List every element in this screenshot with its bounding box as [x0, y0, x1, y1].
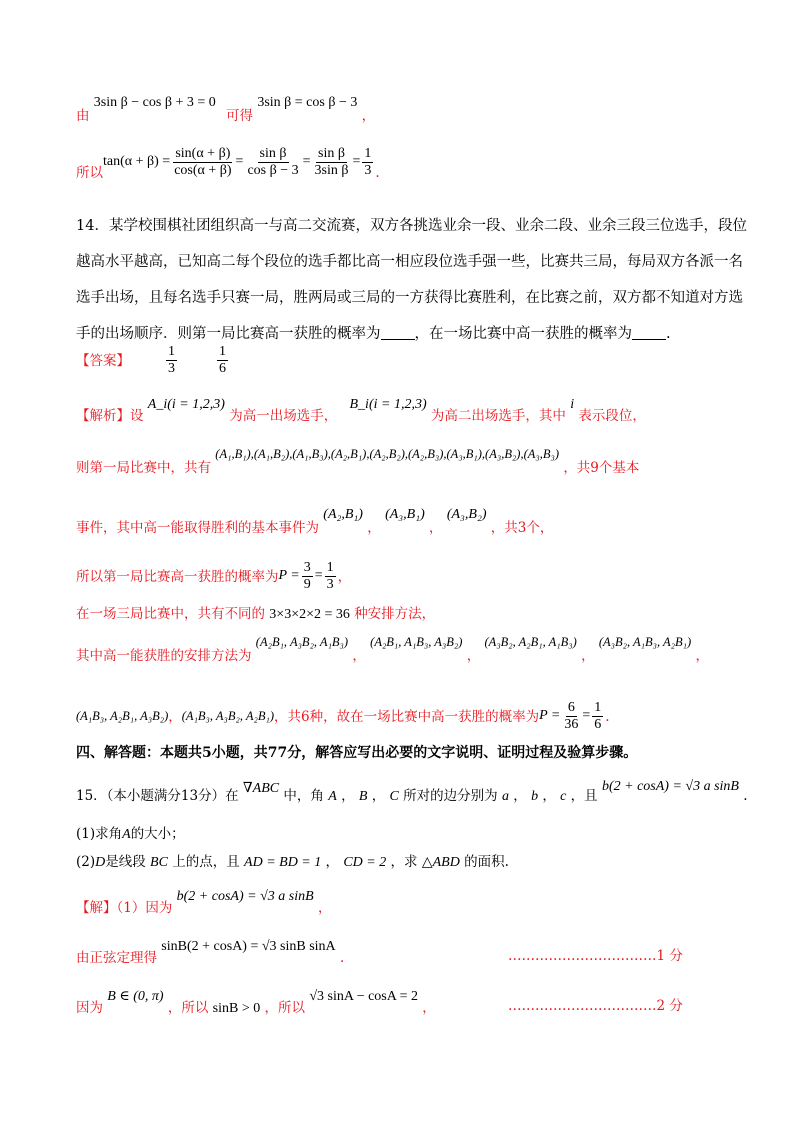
analysis-l4end: ，	[337, 568, 352, 585]
side-c: c	[560, 789, 567, 804]
q15-p2a: (2)	[76, 854, 96, 870]
comma: ，	[695, 648, 709, 664]
analysis-l3a: 事件，其中高一能取得胜利的基本事件为	[76, 520, 319, 536]
solution-label: 【解】（1）因为	[76, 900, 173, 916]
score-2: ……………………………2 分	[508, 998, 683, 1014]
event-2: (A₃,B₁)	[385, 507, 425, 522]
frac-den: 36	[564, 717, 579, 733]
section-4-heading: 四、解答题：本题共5小题，共77分，解答应写出必要的文字说明、证明过程及验算步骤。	[76, 745, 638, 761]
answer1-den: 3	[168, 361, 175, 377]
solution-s2math: sinB(2 + cosA) = √3 sinB sinA	[161, 939, 336, 954]
q15-l1b: 中，角	[283, 788, 324, 804]
comma: ，	[429, 520, 443, 536]
prev-f1-den: cos(α + β)	[174, 163, 232, 179]
prev-f4-num: 1	[362, 146, 373, 163]
triangle-abc: ∇ABC	[242, 781, 280, 796]
q15-part-1	[76, 826, 185, 844]
comma: ，	[581, 648, 595, 664]
sep: ，	[371, 788, 386, 804]
prev-f1-num: sin(α + β)	[173, 146, 232, 163]
analysis-l2a: 则第一局比赛中，共有	[76, 460, 211, 476]
schedule-3: (A₃B₂, A₂B₁, A₁B₃)	[484, 635, 577, 649]
q14-line-1: 14．某学校围棋社团组织高一与高二交流赛，双方各挑选业余一段、业余二段、业余三段三位选手，段位	[76, 218, 747, 234]
analysis-l5math: 3×3×2×2 = 36	[269, 607, 350, 622]
analysis-l4a: 所以第一局比赛高一获胜的概率为	[76, 568, 279, 585]
prev-suoyi: 所以	[76, 164, 103, 181]
comma: ，	[168, 708, 182, 725]
q15-p2m2: CD = 2	[343, 855, 387, 870]
q15-p2b: 是线段	[105, 854, 146, 870]
score-1: ……………………………1 分	[508, 948, 683, 964]
prev-comma: ，	[361, 108, 376, 124]
answer2-den: 6	[219, 361, 226, 377]
q15-p2D: D	[95, 855, 106, 870]
angle-A: A	[328, 789, 337, 804]
comma: ，	[352, 648, 366, 664]
solution-line-3	[76, 988, 436, 1016]
frac-num: 1	[325, 560, 336, 577]
analysis-t1: 为高一出场选手，	[229, 408, 338, 424]
analysis-Ai: A_i(i = 1,2,3)	[147, 397, 225, 412]
analysis-line-2	[76, 446, 640, 476]
schedule-4: (A₃B₂, A₁B₃, A₂B₁)	[598, 635, 692, 649]
q14-line-3: 选手出场，且每名选手只赛一局，胜两局或三局的一方获得比赛胜利，在比赛之前，双方都不知道对方选	[76, 290, 743, 306]
prev-f4-den: 3	[364, 163, 372, 179]
angle-B: B	[358, 789, 368, 804]
event-1: (A₂,B₁)	[323, 507, 363, 522]
blank-1	[381, 338, 415, 340]
sep: ，	[341, 788, 355, 804]
prev-line-1	[76, 94, 376, 124]
analysis-t2: 为高二出场选手，其中	[430, 408, 566, 424]
solution-line-2	[76, 938, 345, 966]
schedule-2: (A₂B₁, A₁B₃, A₃B₂)	[370, 635, 463, 649]
side-a: a	[501, 789, 509, 804]
analysis-line-6	[76, 634, 709, 664]
analysis-i: i	[570, 397, 575, 412]
prev-tan: tan(α + β) =	[103, 154, 171, 170]
q15-p1a: (1)求角	[76, 826, 123, 842]
q15-p2m1: AD = BD = 1	[244, 855, 322, 870]
solution-s2end: .	[339, 950, 345, 966]
analysis-l3b: ，共3个，	[490, 520, 554, 536]
q15-p2f: 的面积.	[464, 854, 509, 870]
analysis-l6a: 其中高一能获胜的安排方法为	[76, 648, 252, 664]
prev-end: .	[375, 164, 380, 181]
prev-eq1: 3sin β − cos β + 3 = 0	[93, 95, 216, 110]
event-3: (A₃,B₂)	[446, 507, 487, 522]
q15-p2BC: BC	[150, 855, 168, 870]
q15-l1e: .	[743, 788, 748, 804]
analysis-l4P: P =	[278, 568, 300, 584]
comma: ，	[367, 520, 381, 536]
q14-line-4	[76, 326, 671, 343]
schedule-1: (A₂B₁, A₃B₂, A₁B₃)	[255, 635, 349, 649]
analysis-l7b: ，共6种，故在一场比赛中高一获胜的概率为	[274, 708, 540, 725]
angle-C: C	[389, 789, 399, 804]
q15-p1A: A	[122, 827, 131, 842]
answer2-num: 1	[217, 344, 228, 361]
sep: ，	[513, 788, 527, 804]
analysis-l7end: .	[605, 708, 610, 725]
prev-f2-num: sin β	[258, 146, 289, 163]
analysis-t3: 表示段位，	[578, 408, 646, 424]
answer-line	[76, 344, 230, 377]
analysis-l5b: 种安排方法，	[354, 606, 436, 622]
analysis-label: 【解析】设	[76, 408, 144, 424]
q15-condition: b(2 + cosA) = √3 a sinB	[601, 779, 739, 794]
blank-2	[632, 338, 666, 340]
q15-line-1	[76, 778, 748, 804]
q15-p2c: 上的点，且	[172, 854, 240, 870]
analysis-line-3	[76, 506, 554, 536]
schedule-5: (A₁B₃, A₂B₁, A₃B₂)	[76, 709, 169, 724]
frac-den: 9	[303, 577, 311, 593]
prev-you: 由	[76, 108, 90, 124]
q15-l1d: ，且	[570, 788, 598, 804]
analysis-l2math: (A₁,B₁),(A₁,B₂),(A₁,B₃),(A₂,B₁),(A₂,B₂),(A₂,B₃),(A₃,B₁),(A₃,B₂),(A₃,B₃)	[215, 447, 560, 461]
solution-s3b: ，所以	[167, 1000, 209, 1016]
frac-den: 3	[326, 577, 334, 593]
solution-s1math: b(2 + cosA) = √3 a sinB	[176, 889, 314, 904]
frac-num: 3	[302, 560, 313, 577]
q15-p2m3: △ABD	[421, 855, 460, 870]
q15-p1b: 的大小；	[130, 826, 185, 842]
solution-s3m2: sinB > 0	[212, 1001, 261, 1016]
prev-eq2: 3sin β = cos β − 3	[257, 95, 358, 110]
analysis-line-4: 所以第一局比赛高一获胜的概率为 P = $\frac{3}{9}$ = $\frac{1}{3}$ ，	[76, 560, 352, 593]
side-b: b	[531, 789, 539, 804]
solution-s3a: 因为	[76, 1000, 103, 1016]
q15-l1a: 15．（本小题满分13分）在	[76, 788, 239, 804]
q14-line4b: ，在一场比赛中高一获胜的概率为	[414, 326, 632, 342]
q15-l1c: 所对的边分别为	[403, 788, 498, 804]
solution-s2a: 由正弦定理得	[76, 950, 157, 966]
frac-num: 1	[592, 700, 603, 717]
q14-line-2: 越高水平越高，已知高二每个段位的选手都比高一相应段位选手强一些，比赛共三局，每局双方各派一名	[76, 254, 743, 270]
analysis-line-7: (A₁B₃, A₂B₁, A₃B₂) ， (A₁B₃, A₃B₂, A₂B₁) ，共6种，故在一场比赛中高一获胜的概率为 P = $\frac{6}{36}$ = $\frac{1}{6}$ .	[76, 700, 610, 733]
answer1-num: 1	[166, 344, 177, 361]
analysis-l7P: P =	[539, 708, 561, 724]
frac-num: 6	[566, 700, 577, 717]
prev-line-2: 所以 tan(α + β) = $\frac{\sin(\alpha + \beta)}{\cos(\alpha + \beta)}$ = $\frac{\text{sin β}}{\text{cos β − 3}}$ = $\frac{\text{sin β}}{\text{3sin β}}$ = $\frac{1}{3}$ .	[76, 146, 380, 181]
analysis-line-1	[76, 396, 646, 424]
solution-line-1	[76, 888, 332, 916]
prev-kede: 可得	[226, 108, 254, 124]
answer-label: 【答案】	[76, 352, 130, 369]
q15-p2e: ，求	[390, 854, 418, 870]
q14-line4a: 手的出场顺序．则第一局比赛高一获胜的概率为	[76, 326, 381, 342]
prev-f2-den: cos β − 3	[247, 163, 299, 179]
prev-f3-num: sin β	[316, 146, 347, 163]
q15-p2d: ，	[325, 854, 340, 870]
q14-line4c: .	[666, 326, 671, 342]
prev-f3-den: 3sin β	[314, 163, 349, 179]
analysis-l2b: ，共9个基本	[563, 460, 640, 476]
sep: ，	[542, 788, 556, 804]
comma: ，	[466, 648, 481, 664]
q15-part-2	[76, 854, 509, 872]
schedule-6: (A₁B₃, A₃B₂, A₂B₁)	[181, 709, 275, 724]
analysis-line-5	[76, 606, 435, 624]
solution-s3m3: √3 sinA − cosA = 2	[309, 989, 418, 1004]
analysis-Bi: B_i(i = 1,2,3)	[349, 397, 427, 412]
solution-s1end: ，	[317, 900, 332, 916]
solution-s3m1: B ∈ (0, π)	[107, 989, 164, 1004]
frac-den: 6	[594, 717, 602, 733]
solution-s3c: ，所以	[264, 1000, 306, 1016]
solution-s3end: ，	[422, 1000, 436, 1016]
analysis-l5a: 在一场三局比赛中，共有不同的	[76, 606, 265, 622]
